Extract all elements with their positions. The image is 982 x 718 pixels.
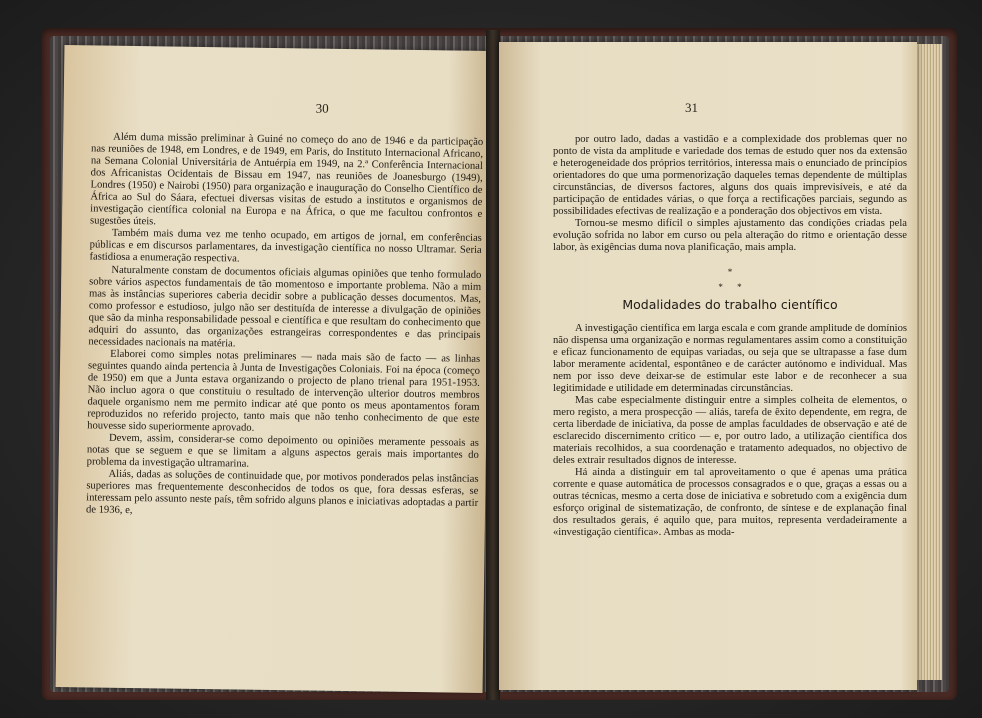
paragraph: por outro lado, dadas a vastidão e a complexidade dos problemas quer no ponto de vista da amplitude e variedade dos temas de estudo quer nos da extensão e heterogeneidade dos próprios territórios, interessa mais o enunciado de princípios orientadores do que uma pormenorização daqueles temas dependente de múltiplas circunstâncias, de diversos factores, alguns dos quais imprevisíveis, e até da participação de entidades várias, o que força a rectificações parciais, segundo as possibilidades efectivas de realização e a ponderação dos objectivos em vista. [553, 134, 907, 218]
left-page-text [86, 131, 483, 522]
paragraph: Tornou-se mesmo difícil o simples ajustamento das condições criadas pela evolução sofrida no labor em curso ou pela alteração do ritmo e orientação desse labor, às exigências duma nova planificação, mais ampla. [553, 218, 907, 254]
right-page-text [553, 134, 907, 539]
left-page [56, 45, 492, 693]
separator-star: * [718, 281, 723, 292]
separator-star-row [553, 281, 907, 293]
paragraph: Além duma missão preliminar à Guiné no começo do ano de 1946 e da participação nas reuniões de 1948, em Londres, e de 1949, em Paris, do Instituto Internacional Africano, na Semana Colonial Universitária de Antuérpia em 1949, na 2.ª Conferência Internacional dos Africanistas Ocidentais de Bissau em 1947, nas reuniões de Joanesburgo (1949), Londres (1950) e Nairobi (1950) para organização e inauguração do Conselho Científico de África ao Sul do Sáara, efectuei diversas visitas de estudo a institutos e organismos de investigação científica colonial na Europa e na África, o que me facultou confrontos e sugestões úteis. [89, 131, 484, 228]
paragraph: Há ainda a distinguir em tal aproveitamento o que é apenas uma prática corrente e quase automática de processos consagrados e o que, graças a essas ou a outras técnicas, mesmo a certa dose de iniciativa e sobretudo com a exigência dum esforço original de sistematização, de confronto, de síntese e de explanação final dos resultados gerais, é aquilo que, para muitos, representa verdadeiramente a «investigação científica». Ambas as moda- [553, 467, 907, 539]
book-spine-gutter [486, 30, 500, 700]
right-page [499, 42, 917, 690]
paragraph: Elaborei como simples notas preliminares — nada mais são de facto — as linhas seguintes quando ainda pertencia à Junta de Investigações Coloniais. Foi na época (começo de 1950) em que a Junta estava organizando o projecto de plano trienal para 1951-1953. Não incluo agora o que constituiu o resultado de intervenção ulterior doutros membros daquele organismo nem me permito indicar até que ponto os meus apontamentos foram reproduzidos no referido projecto, tanto mais que não tenho conhecimento de que este houvesse sido superiormente aprovado. [87, 348, 481, 434]
separator-star: * [727, 267, 733, 278]
section-separator [553, 266, 907, 292]
section-heading: Modalidades do trabalho científico [622, 296, 838, 312]
paragraph: Também mais duma vez me tenho ocupado, em artigos de jornal, em conferências públicas e em discursos parlamentares, da investigação científica no nosso Ultramar. Seria fastidiosa a enumeração respectiva. [89, 228, 482, 265]
paragraph: A investigação científica em larga escala e com grande amplitude de domínios não dispensa uma organização e normas regulamentares assim como a constituição e eficaz funcionamento de equipas variadas, ou seja que se ultrapasse a fase dum labor meramente acidental, espontâneo e de carácter autónomo e individual. Mas nem por isso deve deixar-se de estimular este labor e de reconhecer a sua legitimidade e utilidade em determinadas circunstâncias. [553, 322, 907, 394]
paragraph: Naturalmente constam de documentos oficiais algumas opiniões que tenho formulado sobre vários aspectos fundamentais de tão momentoso e importante problema. Não a mim mas às instâncias superiores caberia decidir sobre a publicação desses documentos. Mas, como professor e estudioso, julgo não ser destituída de interesse a divulgação de opiniões que são da minha responsabilidade pessoal e científica e que resultam do conhecimento que adquiri do assunto, das organizações estrangeiras correspondentes e das principais necessidades nacionais na matéria. [88, 264, 482, 350]
separator-star: * [737, 281, 742, 292]
page-number: 31 [685, 100, 698, 115]
paragraph: Mas cabe especialmente distinguir entre a simples colheita de elementos, o mero registo, a mera prospecção — aliás, tarefa de êxito dependente, em regra, de certa liberdade de iniciativa, da posse de amplas faculdades de observação e até de esclarecido discernimento crítico — e, por outro lado, a utilização científica dos materiais recolhidos, a sua coordenação e tratamento adequados, no objectivo de deles extrair resultados dignos de interesse. [553, 394, 907, 467]
paragraph: Devem, assim, considerar-se como depoimento ou opiniões meramente pessoais as notas que se seguem e que se limitam a alguns aspectos gerais mais importantes do problema da investigação ultramarina. [86, 432, 480, 470]
page-number: 30 [315, 100, 329, 116]
paragraph: Aliás, dadas as soluções de continuidade que, por motivos ponderados pelas instâncias superiores mas frequentemente desconhecidos de todos os que, fora dessas esferas, se interessam pelo assunto neste país, têm sofrido alguns planos e iniciativas adoptadas a partir de 1936, e, [85, 469, 479, 517]
